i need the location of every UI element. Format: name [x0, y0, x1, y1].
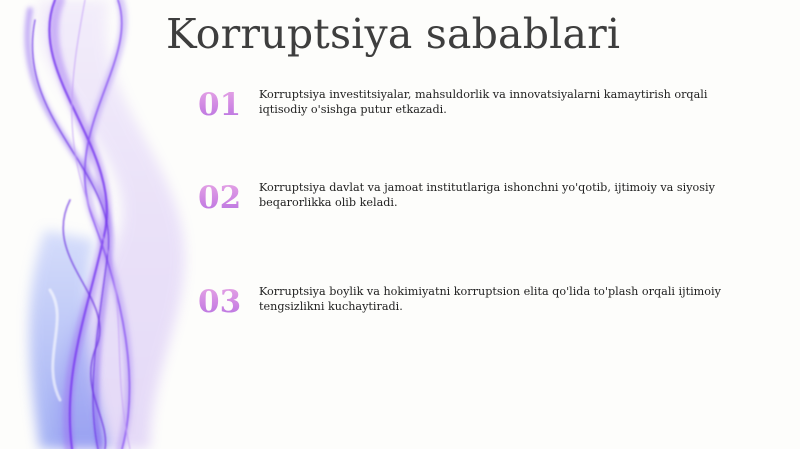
item-number: 02: [198, 180, 242, 216]
item-number: 03: [198, 284, 242, 320]
item-text: Korruptsiya boylik va hokimiyatni korruptsion elita qo'lida to'plash orqali ijtimoiy tengsizlikni kuchaytiradi.: [259, 285, 721, 313]
item-text: Korruptsiya investitsiyalar, mahsuldorlik va innovatsiyalarni kamaytirish orqali iqtisodiy o'sishga putur etkazadi.: [259, 88, 708, 116]
slide-title: Korruptsiya sabablari: [166, 10, 621, 58]
item-text: Korruptsiya davlat va jamoat institutlariga ishonchni yo'qotib, ijtimoiy va siyosiy beqarorlikka olib keladi.: [259, 181, 715, 209]
item-number: 01: [198, 87, 242, 123]
